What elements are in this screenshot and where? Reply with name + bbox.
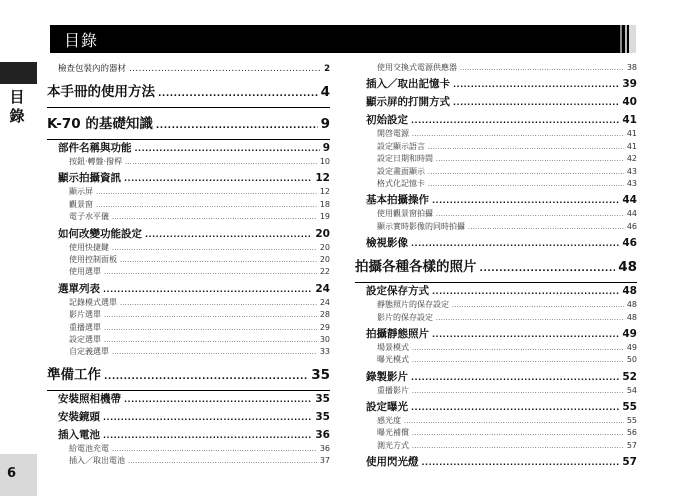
toc-leader-dots (436, 211, 624, 218)
toc-entry[interactable] (355, 208, 637, 220)
toc-leader-dots (112, 446, 317, 453)
toc-entry-page: 20 (319, 242, 330, 252)
toc-leader-dots (453, 80, 619, 89)
toc-entry-page: 2 (324, 64, 330, 74)
toc-entry-page: 49 (622, 327, 637, 340)
toc-leader-dots (436, 156, 624, 163)
toc-leader-dots (411, 373, 619, 382)
toc-entry-page: 18 (319, 199, 330, 209)
toc-chapter-block (47, 80, 330, 108)
toc-entry-page: 48 (626, 300, 637, 310)
toc-entry-page: 20 (319, 254, 330, 264)
toc-leader-dots (112, 214, 317, 221)
toc-entry-title: 設定曝光 (366, 401, 408, 414)
toc-leader-dots (135, 144, 320, 153)
toc-entry-title: 檢視影像 (366, 237, 408, 250)
toc-entry-page: 44 (622, 194, 637, 207)
toc-entry-page: 35 (315, 392, 330, 405)
side-footer-band (0, 454, 37, 496)
toc-entry-page: 29 (319, 322, 330, 332)
toc-leader-dots (104, 269, 317, 276)
toc-leader-dots (124, 395, 312, 404)
toc-entry-title: 設定選單 (69, 334, 101, 344)
toc-entry[interactable] (47, 242, 330, 254)
toc-leader-dots (468, 224, 624, 231)
toc-leader-dots (422, 458, 620, 467)
toc-entry-title: 重播影片 (377, 385, 409, 395)
toc-entry[interactable] (47, 346, 330, 358)
toc-leader-dots (129, 64, 321, 74)
toc-entry[interactable] (47, 443, 330, 455)
toc-leader-dots (452, 302, 624, 309)
page-number: 6 (7, 466, 17, 481)
toc-entry-page: 36 (315, 428, 330, 441)
toc-entry[interactable] (355, 454, 637, 470)
toc-entry-title: 設定日期和時間 (377, 154, 433, 164)
toc-leader-dots (112, 349, 317, 356)
toc-entry[interactable] (47, 170, 330, 186)
toc-entry[interactable] (47, 211, 330, 223)
toc-entry-title: 使用交換式電源供應器 (377, 63, 457, 72)
toc-leader-dots (104, 325, 317, 332)
toc-leader-dots (104, 337, 317, 344)
toc-leader-dots (103, 413, 312, 422)
toc-entry[interactable] (355, 192, 637, 208)
toc-entry[interactable] (355, 369, 637, 385)
toc-leader-dots (103, 431, 312, 440)
toc-leader-dots (428, 181, 624, 188)
toc-entry[interactable] (355, 112, 637, 128)
toc-leader-dots (120, 300, 317, 307)
toc-entry-title: 如何改變功能設定 (58, 227, 142, 240)
toc-leader-dots (104, 312, 317, 319)
toc-column-right (355, 62, 637, 470)
toc-entry-page: 42 (626, 154, 637, 164)
toc-entry[interactable] (47, 455, 330, 467)
toc-entry[interactable] (355, 153, 637, 165)
toc-entry-page: 20 (315, 227, 330, 240)
toc-leader-dots (112, 245, 317, 252)
toc-entry-page: 44 (626, 209, 637, 219)
toc-leader-dots (404, 418, 624, 425)
toc-entry-page: 28 (319, 310, 330, 320)
toc-entry-title: 影片選單 (69, 310, 101, 320)
toc-entry-page: 39 (622, 78, 637, 91)
toc-entry-page: 33 (319, 347, 330, 357)
toc-entry-title: 曝光補償 (377, 428, 409, 438)
toc-leader-dots (412, 430, 624, 437)
toc-entry[interactable] (355, 178, 637, 190)
toc-entry-page: 38 (626, 63, 637, 72)
toc-entry-title: 使用控制面板 (69, 254, 117, 264)
toc-leader-dots (480, 264, 616, 274)
toc-leader-dots (156, 121, 318, 131)
toc-leader-dots (96, 202, 317, 209)
toc-chapter-block (47, 363, 330, 391)
toc-entry-title: 測光方式 (377, 440, 409, 450)
toc-entry-title: 使用快捷鍵 (69, 242, 109, 252)
toc-entry[interactable] (47, 140, 330, 156)
toc-entry[interactable] (355, 76, 637, 92)
toc-entry[interactable] (355, 427, 637, 439)
toc-chapter-block (47, 112, 330, 140)
toc-entry-title: 選單列表 (58, 282, 100, 295)
toc-entry-page: 46 (622, 237, 637, 250)
toc-entry-page: 4 (320, 84, 330, 100)
toc-entry-page: 41 (626, 129, 637, 139)
toc-leader-dots (104, 372, 308, 382)
toc-entry-page: 55 (626, 416, 637, 426)
toc-entry-title: 拍攝各種各樣的照片 (355, 259, 477, 276)
toc-entry[interactable] (355, 299, 637, 311)
toc-entry-page: 9 (322, 142, 330, 154)
toc-entry-page: 24 (315, 282, 330, 295)
toc-entry[interactable] (47, 156, 330, 168)
toc-leader-dots (432, 196, 619, 205)
toc-entry[interactable] (47, 186, 330, 198)
toc-entry-page: 49 (626, 342, 637, 352)
toc-entry-page: 43 (626, 178, 637, 188)
toc-entry-title: 格式化記憶卡 (377, 178, 425, 188)
toc-entry-page: 40 (622, 96, 637, 109)
toc-entry-title: 感光度 (377, 416, 401, 426)
toc-leader-dots (125, 159, 317, 166)
toc-entry-page: 50 (626, 355, 637, 365)
toc-entry[interactable] (355, 342, 637, 354)
toc-entry-title: 插入／取出電池 (69, 456, 125, 466)
toc-entry[interactable] (355, 255, 637, 279)
toc-entry-title: K-70 的基礎知識 (47, 116, 153, 132)
toc-entry-title: 觀景窗 (69, 199, 93, 209)
toc-entry-title: 場景模式 (377, 342, 409, 352)
toc-leader-dots (453, 98, 619, 107)
toc-entry-title: 顯示屏的打開方式 (366, 96, 450, 109)
side-section-label (7, 88, 27, 126)
toc-leader-dots (428, 144, 624, 151)
toc-entry-page: 48 (618, 259, 637, 276)
toc-entry-page: 30 (319, 334, 330, 344)
toc-entry[interactable] (355, 62, 637, 74)
toc-entry-page: 41 (626, 141, 637, 151)
toc-entry-title: 設定顯示語言 (377, 141, 425, 151)
toc-entry-page: 48 (626, 312, 637, 322)
toc-entry-title: 設定畫面顯示 (377, 166, 425, 176)
toc-entry[interactable] (47, 62, 330, 76)
toc-entry-page: 54 (626, 385, 637, 395)
chapter-rule (47, 107, 330, 108)
toc-entry-title: 開啓電源 (377, 129, 409, 139)
toc-entry-title: 按鈕‧轉盤‧撥桿 (69, 157, 123, 166)
toc-leader-dots (103, 285, 312, 294)
toc-leader-dots (145, 230, 312, 239)
toc-entry-page: 10 (319, 157, 330, 166)
toc-leader-dots (428, 169, 624, 176)
toc-entry[interactable] (47, 266, 330, 278)
toc-entry[interactable] (47, 309, 330, 321)
toc-entry-title: 曝光模式 (377, 355, 409, 365)
toc-entry-page: 12 (319, 187, 330, 197)
toc-entry[interactable] (355, 94, 637, 110)
header-stripes (610, 25, 636, 53)
toc-entry-page: 41 (622, 114, 637, 127)
toc-entry[interactable] (47, 322, 330, 334)
toc-entry[interactable] (355, 399, 637, 415)
toc-leader-dots (128, 458, 317, 465)
toc-entry-title: 初始設定 (366, 114, 408, 127)
toc-entry[interactable] (47, 226, 330, 242)
page-title: 目錄 (64, 31, 99, 50)
toc-entry-title: 安裝鏡頭 (58, 410, 100, 423)
toc-entry[interactable] (355, 221, 637, 233)
toc-entry-title: 靜態照片的保存設定 (377, 300, 449, 310)
toc-entry-title: 插入／取出記憶卡 (366, 78, 450, 91)
toc-entry-title: 拍攝靜態照片 (366, 327, 429, 340)
toc-entry-page: 52 (622, 370, 637, 383)
toc-entry[interactable] (47, 254, 330, 266)
toc-entry-page: 57 (622, 456, 637, 469)
toc-entry-title: 自定義選單 (69, 347, 109, 357)
toc-leader-dots (158, 89, 318, 99)
toc-entry-page: 35 (311, 366, 330, 383)
toc-entry-page: 46 (626, 221, 637, 231)
toc-entry-title: 安裝照相機帶 (58, 392, 121, 405)
toc-leader-dots (412, 443, 624, 450)
toc-chapter-block (355, 255, 637, 283)
toc-entry-title: 顯示拍攝資訊 (58, 172, 121, 185)
toc-entry-title: 錄製影片 (366, 370, 408, 383)
toc-entry-title: 顯示屏 (69, 187, 93, 197)
toc-entry-title: 部件名稱與功能 (58, 142, 132, 154)
toc-entry[interactable] (47, 363, 330, 387)
toc-leader-dots (411, 116, 619, 125)
toc-entry[interactable] (355, 354, 637, 366)
toc-entry-title: 給電池充電 (69, 443, 109, 453)
toc-entry[interactable] (47, 281, 330, 297)
section-tab-marker (0, 62, 37, 84)
toc-leader-dots (460, 65, 624, 72)
toc-entry[interactable] (47, 199, 330, 211)
toc-entry-title: 重播選單 (69, 322, 101, 332)
toc-leader-dots (411, 239, 619, 248)
toc-leader-dots (411, 403, 619, 412)
toc-entry-page: 56 (626, 428, 637, 438)
toc-entry[interactable] (355, 415, 637, 427)
toc-entry[interactable] (47, 409, 330, 425)
toc-entry-page: 55 (622, 401, 637, 414)
toc-entry-title: 設定保存方式 (366, 285, 429, 298)
toc-entry[interactable] (47, 334, 330, 346)
toc-entry-page: 9 (320, 116, 330, 132)
toc-entry-title: 準備工作 (47, 366, 101, 383)
toc-entry[interactable] (355, 235, 637, 251)
toc-column-left (47, 62, 330, 467)
side-label-char-2: 錄 (9, 107, 25, 125)
toc-entry-title: 使用閃光燈 (366, 456, 419, 469)
toc-entry-page: 12 (315, 172, 330, 185)
toc-leader-dots (96, 189, 317, 196)
toc-entry-page: 19 (319, 212, 330, 222)
toc-entry-page: 37 (319, 456, 330, 466)
toc-entry[interactable] (355, 312, 637, 324)
toc-entry[interactable] (355, 283, 637, 299)
toc-leader-dots (412, 357, 624, 364)
toc-leader-dots (120, 257, 317, 264)
toc-entry-title: 使用選單 (69, 267, 101, 277)
toc-header-bar (50, 25, 636, 53)
toc-leader-dots (436, 315, 624, 322)
toc-entry[interactable] (355, 128, 637, 140)
toc-leader-dots (412, 345, 624, 352)
toc-leader-dots (412, 131, 624, 138)
toc-entry-title: 使用觀景窗拍攝 (377, 209, 433, 219)
toc-entry[interactable] (355, 141, 637, 153)
toc-entry[interactable] (47, 112, 330, 136)
toc-entry[interactable] (355, 326, 637, 342)
toc-entry-title: 影片的保存設定 (377, 312, 433, 322)
toc-entry-page: 57 (626, 440, 637, 450)
toc-entry-title: 基本拍攝操作 (366, 194, 429, 207)
toc-entry[interactable] (47, 391, 330, 407)
toc-entry[interactable] (355, 440, 637, 452)
toc-entry-title: 檢查包裝內的器材 (58, 64, 127, 74)
toc-entry[interactable] (47, 427, 330, 443)
toc-leader-dots (124, 174, 312, 183)
toc-entry-title: 電子水平儀 (69, 212, 109, 222)
toc-entry-page: 22 (319, 267, 330, 277)
toc-leader-dots (412, 388, 624, 395)
toc-leader-dots (432, 330, 619, 339)
toc-leader-dots (432, 287, 619, 296)
toc-entry-page: 36 (319, 443, 330, 453)
side-label-char-1: 目 (9, 88, 25, 106)
toc-entry-title: 顯示實時影像的同時拍攝 (377, 221, 465, 231)
toc-entry-title: 記錄模式選單 (69, 297, 117, 307)
toc-entry[interactable] (355, 166, 637, 178)
toc-entry-title: 本手冊的使用方法 (47, 84, 155, 100)
toc-entry[interactable] (47, 80, 330, 104)
toc-entry-page: 43 (626, 166, 637, 176)
toc-entry-page: 24 (319, 297, 330, 307)
toc-entry[interactable] (47, 297, 330, 309)
toc-entry-page: 35 (315, 410, 330, 423)
toc-entry[interactable] (355, 385, 637, 397)
toc-entry-page: 48 (622, 285, 637, 298)
toc-entry-title: 插入電池 (58, 428, 100, 441)
